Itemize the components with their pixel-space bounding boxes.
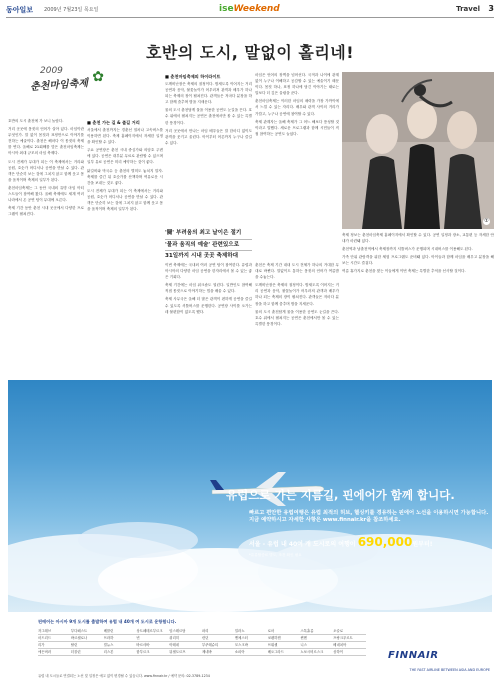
article-column-1 xyxy=(8,118,84,380)
ad-headline: 유럽으로 가는 지름길, 핀에어가 함께 합니다. xyxy=(226,488,455,502)
destination: 상트페테르부르크 xyxy=(136,629,163,633)
flower-icon: ✿ xyxy=(92,69,104,85)
paragraph: 호반의 도시 춘천에 가 보니 놀랍다. xyxy=(8,119,64,123)
destination: 뒤셀도르프 xyxy=(169,650,186,654)
destination: 파리 xyxy=(201,629,209,633)
section-name: Travel xyxy=(456,5,480,13)
ad-price xyxy=(249,535,432,549)
article-column-3 xyxy=(255,72,339,258)
festival-name: 춘천마임축제 xyxy=(29,77,89,94)
paragraph: 마임은 언어의 장벽을 넘어선다. 국적과 나이에 관계없이 누구나 이해하고 공감할 수 있는 예술이기 때문이다. 몸짓 하나, 표정 하나에 담긴 이야기는 때로는 말보다 더 깊은 울림을 준다. xyxy=(255,73,339,96)
ad-note: *유류할증료 별도, 조건 확인 필요 xyxy=(249,553,302,557)
festival-logo xyxy=(30,66,112,106)
subheading: ■ 춘천 가는 길 & 즐길 거리 xyxy=(87,120,140,125)
weekend-prefix: ise xyxy=(219,4,234,14)
destination: 노보시비르스크 xyxy=(300,650,324,654)
festival-year: 2009 xyxy=(40,66,63,76)
destination: 리가 xyxy=(38,643,45,647)
pull-quote-line: '물과 움직의 예술' 관련있으로 xyxy=(165,239,252,251)
destination: 브뤼셀 xyxy=(267,643,278,647)
destination: 리스본 xyxy=(103,650,114,654)
photo-performers xyxy=(342,72,494,229)
finnair-logo: FINNAIR xyxy=(388,650,439,661)
header-rule xyxy=(6,17,494,18)
subheading: ■ 춘천마임축제의 하이라이트 xyxy=(165,74,221,79)
paragraph: 축제 기간 동안 춘천 시내 곳곳에서 다양한 프로그램이 펼쳐진다. xyxy=(8,206,84,217)
weekend-label: Weekend xyxy=(233,4,280,14)
paragraph: 닭갈비와 막국수 등 춘천의 별미도 놓치지 말자. 축제를 즐긴 뒤 호숫가를 산책하며 여유로운 시간을 보내는 것도 좋다. xyxy=(87,168,163,185)
destination: 니스 xyxy=(300,643,307,647)
price-suffix: 원부터! xyxy=(412,541,433,548)
destination: 제네바 xyxy=(201,650,212,654)
destination: 탈린 xyxy=(70,643,78,647)
paragraph: 축제 사무국은 올해 더 많은 관객이 편하게 공연을 즐길 수 있도록 셔틀버스를 운행한다. 공연장 사이를 오가는 데 불편함이 없도록 했다. xyxy=(165,297,252,314)
destination: 빈 xyxy=(136,636,140,640)
paragraph: 춘천마임축제는 그 동안 국내외 유명 마임 아티스트들이 참여해 왔다. 올해 축제에도 세계 여러 나라에서 온 공연 팀이 무대에 오른다. xyxy=(8,185,84,203)
destination: 상하이 xyxy=(333,650,343,654)
price-value: 690,000 xyxy=(357,535,413,549)
performers-image xyxy=(342,72,494,229)
photo-number-1: ① xyxy=(484,218,489,224)
paragraph: 도깨비난장은 축제의 절정이다. 밤새도록 이어지는 거리 공연과 음악, 불꽃놀이가 어우러져 관객과 배우가 하나 되는 축제의 장이 펼쳐진다. 관객들은 저마다 분장을 하고 함께 춤추며 밤을 지새운다. xyxy=(165,82,252,105)
paragraph: 춘천은 축제 기간 내내 도시 전체가 하나의 거대한 무대로 바뀐다. 말없이도 통하는 몸짓의 언어가 여름밤을 수놓는다. xyxy=(255,263,339,280)
paragraph: 물의 도시 춘천답게 물을 이용한 공연도 눈길을 끈다. 호수 위에서 펼쳐지는 공연은 춘천에서만 볼 수 있는 특별한 풍경이다. xyxy=(165,108,252,125)
pull-quote xyxy=(165,228,252,262)
destination: 로마 xyxy=(267,629,275,633)
destination: 베네치아 xyxy=(333,643,347,647)
destination: 바르샤바 xyxy=(136,643,150,647)
destination: 취리히 xyxy=(169,636,180,640)
destination: 함부르크 xyxy=(136,650,150,654)
destination: 오슬로 xyxy=(333,629,343,633)
article-column-2 xyxy=(165,72,252,222)
destination: 모스크바 xyxy=(234,643,248,647)
destination: 스톡홀름 xyxy=(300,629,314,633)
destination-row xyxy=(38,642,366,649)
destination: 암스테르담 xyxy=(169,629,186,633)
paragraph: 도깨비난장은 축제의 절정이다. 밤새도록 이어지는 거리 공연과 음악, 불꽃놀이가 어우러져 관객과 배우가 하나 되는 축제의 장이 펼쳐진다. 관객들은 저마다 분장을 하고 함께 춤추며 밤을 지새운다. xyxy=(255,283,339,306)
destination-row xyxy=(38,635,366,642)
paragraph: 이번 축제에는 국내외 여러 공연 팀이 참여한다. 유럽과 아시아의 다양한 마임 공연을 한자리에서 볼 수 있는 좋은 기회다. xyxy=(165,263,252,280)
destination: 런던 xyxy=(201,636,209,640)
article-column-3b xyxy=(342,232,494,380)
issue-date: 2009년 7월23일 목요일 xyxy=(44,7,99,13)
paragraph: 거리 곳곳에 몸짓의 언어가 살아 있다. 마임이란 무엇인가. 말 없이 몸짓과 표정만으로 이야기를 전하는 예술이다. 춘천은 해마다 이 몸짓의 축제를 연다. 올해로 21회째를 맞은 춘천마임축제는 아시아 최대 규모의 마임 축제다. xyxy=(8,127,84,156)
paragraph: 주요 공연장은 춘천 시내 중심가와 의암호 주변에 있다. 공연은 대부분 무료로 관람할 수 있으며 일부 유료 공연은 미리 예약하는 것이 좋다. xyxy=(87,148,163,165)
destination: 베를린 xyxy=(103,629,114,633)
destination: 프랑크푸르트 xyxy=(333,636,353,640)
destination: 소피아 xyxy=(234,650,245,654)
paragraph: 서울에서 춘천까지는 경춘선 열차나 고속버스를 이용하면 된다. 축제 홈페이지에서 자세한 일정을 확인할 수 있다. xyxy=(87,128,163,145)
destination-note: 유럽 내 도시들로 연결되는 노선 및 일정은 예고 없이 변경될 수 있습니다. www.finnair.kr / 예약 문의: 02-3789-1234 xyxy=(38,674,210,678)
paragraph: 도시 전체가 무대가 되는 이 축제에서는 거리와 공원, 호숫가 어디서나 공연을 만날 수 있다. 관객은 단순히 보는 것에 그치지 않고 함께 웃고 몸을 움직이며 축제의 일부가 된다. xyxy=(87,188,163,212)
destination: 부쿠레슈티 xyxy=(201,643,219,647)
destination-row xyxy=(38,628,366,635)
newspaper-masthead: 동아일보 xyxy=(6,6,34,14)
price-prefix: 서울 - 유럽 내 40여 개 도시로의 여행이 xyxy=(249,541,356,548)
page-header xyxy=(6,4,494,18)
destination: 마드리드 xyxy=(38,636,52,640)
destination-table xyxy=(38,628,366,656)
destination: 베오그라드 xyxy=(267,650,284,654)
paragraph: 물의 도시 춘천답게 물을 이용한 공연도 눈길을 끈다. 호수 위에서 펼쳐지는 공연은 춘천에서만 볼 수 있는 특별한 풍경이다. xyxy=(255,309,339,326)
destination: 더블린 xyxy=(70,650,81,654)
destination-row xyxy=(38,649,366,656)
destination: 부다페스트 xyxy=(70,629,88,633)
destination: 뮌헨 xyxy=(300,636,307,640)
destination: 프라하 xyxy=(103,636,114,640)
pull-quote-line: '闘' 부려움의 최고 날이은 절기 xyxy=(165,230,242,236)
ad-description: 빠르고 편안한 유럽여행은 유럽 최적의 허브, 헬싱키를 경유하는 핀에어 노선을 이용하시면 가능합니다. 지금 예약하시고 자세한 사항은 www.finnair.kr을 참조하세요. xyxy=(249,510,489,524)
destination: 코펜하겐 xyxy=(267,636,281,640)
article-column-2c xyxy=(255,262,339,380)
destination: 자그레브 xyxy=(38,629,52,633)
pull-quote-line: 31일까지 시내 곳곳 축제하대 xyxy=(165,250,252,262)
page-number: 3 xyxy=(488,4,494,13)
weekend-section-logo xyxy=(219,4,280,14)
destination: 바르셀로나 xyxy=(70,636,88,640)
paragraph: 춘천역과 남춘천역에서 축제장까지 셔틀버스가 운행되며 시내버스를 이용해도 된다. xyxy=(342,247,473,252)
destination: 밀라노 xyxy=(234,629,245,633)
paragraph: 여름 휴가지로 춘천을 찾는 이들에게 이번 축제는 특별한 추억을 선사할 것이다. xyxy=(342,269,466,274)
destination: 맨체스터 xyxy=(234,636,248,640)
paragraph: 축제 관계자는 올해 축제가 그 어느 해보다 풍성할 것이라고 말했다. 새로운 프로그램과 함께 시민들이 직접 참여하는 공연도 늘었다. xyxy=(255,119,339,136)
destination: 에든버러 xyxy=(38,650,52,654)
article-column-1b xyxy=(87,118,163,380)
paragraph: 축제 정보는 춘천마임축제 홈페이지에서 확인할 수 있다. 공연 일정과 장소, 교통편 등 자세한 안내가 마련돼 있다. xyxy=(342,233,494,244)
finnair-tagline: THE FAST AIRLINE BETWEEN ASIA AND EUROPE xyxy=(409,668,490,672)
article-headline: 호반의 도시, 말없이 홀리네! xyxy=(145,43,355,62)
destination: 아테네 xyxy=(169,643,180,647)
paragraph: 축제 기간에는 마임 워크숍도 열린다. 일반인도 참여해 직접 몸짓으로 이야기하는 법을 배울 수 있다. xyxy=(165,283,252,294)
destination-heading: 핀에어는 아시아 9개 도시를 출발하여 유럽 내 40개 여 도시로 운항합니다. xyxy=(38,619,177,624)
paragraph: 가족 단위 관람객을 위한 체험 프로그램도 준비돼 있다. 아이들과 함께 마임을 배우고 분장을 해 보는 시간도 즐겁다. xyxy=(342,255,494,266)
paragraph: 거리 곳곳에서 만나는 마임 배우들은 말 한마디 없이도 관객을 웃기고 울린다. 아이부터 어른까지 누구나 즐길 수 있다. xyxy=(165,128,252,145)
paragraph: 도시 전체가 무대가 되는 이 축제에서는 거리와 공원, 호숫가 어디서나 공연을 만날 수 있다. 관객은 단순히 보는 것에 그치지 않고 함께 웃고 몸을 움직이며 축제의 일부가 된다. xyxy=(8,159,84,182)
destination: 빌뉴스 xyxy=(103,643,114,647)
paragraph: 춘천마임축제는 이러한 마임의 매력을 가장 가까이에서 느낄 수 있는 자리다. 배우와 관객 사이의 거리가 가깝고, 누구나 공연에 참여할 수 있다. xyxy=(255,99,339,116)
article-column-2b xyxy=(165,262,252,380)
